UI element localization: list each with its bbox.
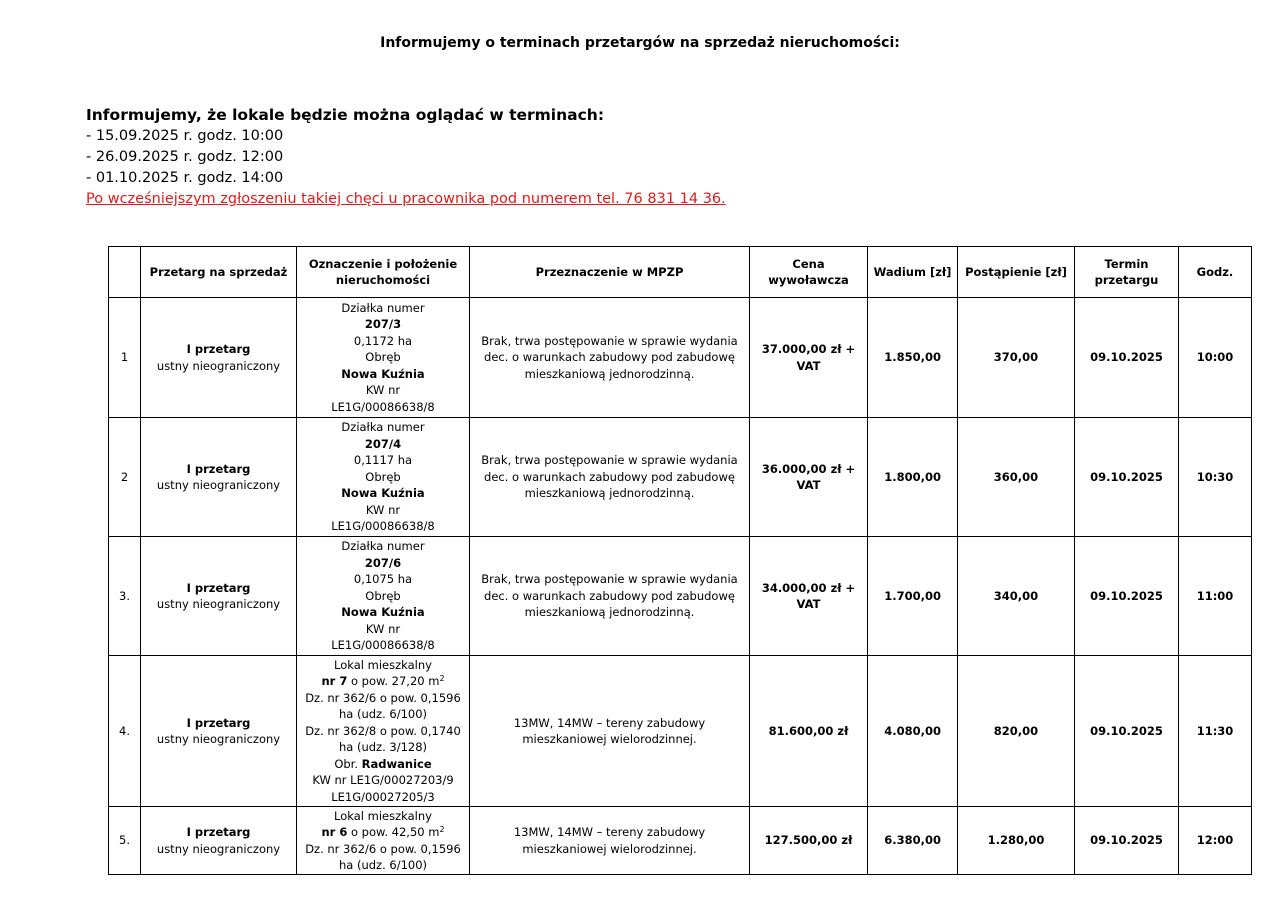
- precinct-line: [300, 756, 466, 773]
- auction-title: I przetarg: [186, 461, 251, 476]
- property-cell: [297, 537, 470, 656]
- unit-number: nr 6: [321, 825, 348, 839]
- unit-area: o pow. 27,20 m: [347, 674, 440, 689]
- plot-number: 207/4: [364, 436, 402, 451]
- auction-title: I przetarg: [186, 342, 251, 356]
- table-row: [109, 418, 1252, 537]
- auction-date: 09.10.2025: [1075, 537, 1179, 656]
- bid-increment: 360,00: [958, 418, 1075, 537]
- row-number: 5.: [109, 807, 141, 875]
- auction-title: I przetarg: [186, 825, 251, 839]
- starting-price: 81.600,00 zł: [750, 656, 868, 807]
- zoning-cell: Brak, trwa postępowanie w sprawie wydania dec. o warunkach zabudowy pod zabudowę mieszkaniową jednorodzinną.: [470, 418, 750, 537]
- auction-kind: ustny nieograniczony: [156, 841, 281, 856]
- property-cell: [297, 807, 470, 875]
- bid-increment: 370,00: [958, 298, 1075, 418]
- auction-date: 09.10.2025: [1075, 418, 1179, 537]
- header-postapienie: Postąpienie [zł]: [958, 247, 1075, 298]
- auction-date: 09.10.2025: [1075, 298, 1179, 418]
- zoning-cell: 13MW, 14MW – tereny zabudowy mieszkaniowej wielorodzinnej.: [470, 656, 750, 807]
- zoning-cell: Brak, trwa postępowanie w sprawie wydania dec. o warunkach zabudowy pod zabudowę mieszkaniową jednorodzinną.: [470, 298, 750, 418]
- deposit: 6.380,00: [868, 807, 958, 875]
- unit-label: Lokal mieszkalny: [334, 808, 432, 823]
- header-mpzp: Przeznaczenie w MPZP: [470, 247, 750, 298]
- auction-time: 12:00: [1179, 807, 1252, 875]
- bid-increment: 1.280,00: [958, 807, 1075, 875]
- plot-label: Działka numer: [341, 420, 425, 435]
- starting-price: 127.500,00 zł: [750, 807, 868, 875]
- unit-label: Lokal mieszkalny: [334, 657, 432, 672]
- auction-type-cell: [141, 807, 297, 875]
- starting-price: 36.000,00 zł + VAT: [750, 418, 868, 537]
- auction-type-cell: [141, 298, 297, 418]
- unit-number: nr 7: [321, 674, 348, 689]
- plot-number: 207/6: [364, 555, 402, 570]
- page-title: Informujemy o terminach przetargów na sprzedaż nieruchomości:: [380, 35, 900, 51]
- precinct-name: Radwanice: [361, 756, 432, 771]
- deposit: 1.850,00: [868, 298, 958, 418]
- bid-increment: 820,00: [958, 656, 1075, 807]
- auction-kind: ustny nieograniczony: [156, 478, 281, 492]
- zoning-cell: 13MW, 14MW – tereny zabudowy mieszkaniowej wielorodzinnej.: [470, 807, 750, 875]
- starting-price: 34.000,00 zł + VAT: [750, 537, 868, 656]
- property-cell: [297, 418, 470, 537]
- header-cena: Cena wywoławcza: [750, 247, 868, 298]
- land-register-number: LE1G/00086638/8: [331, 399, 435, 414]
- plot-share: Dz. nr 362/6 o pow. 0,1596: [305, 841, 461, 856]
- precinct-name: Nowa Kuźnia: [341, 366, 425, 381]
- table-row: [109, 656, 1252, 807]
- header-przetarg: Przetarg na sprzedaż: [141, 247, 297, 298]
- auction-time: 11:30: [1179, 656, 1252, 807]
- auction-kind: ustny nieograniczony: [156, 597, 281, 611]
- deposit: 4.080,00: [868, 656, 958, 807]
- contact-note: Po wcześniejszym zgłoszeniu takiej chęci u pracownika pod numerem tel. 76 831 14 36.: [86, 191, 726, 207]
- precinct-label: Obręb: [365, 588, 401, 603]
- plot-area: 0,1117 ha: [353, 453, 413, 468]
- auction-time: 11:00: [1179, 537, 1252, 656]
- auction-time: 10:30: [1179, 418, 1252, 537]
- precinct-label: Obręb: [365, 350, 401, 365]
- row-number: 1: [109, 298, 141, 418]
- land-register-number: LE1G/00086638/8: [331, 638, 435, 653]
- header-oznaczenie: Oznaczenie i położenie nieruchomości: [297, 247, 470, 298]
- table-row: [109, 807, 1252, 875]
- plot-area: 0,1075 ha: [353, 572, 413, 587]
- deposit: 1.800,00: [868, 418, 958, 537]
- precinct-name: Nowa Kuźnia: [341, 486, 425, 501]
- auction-type-cell: [141, 656, 297, 807]
- auction-date: 09.10.2025: [1075, 656, 1179, 807]
- land-register-label: KW nr: [365, 502, 401, 517]
- auction-type-cell: [141, 537, 297, 656]
- row-number: 2: [109, 418, 141, 537]
- table-row: [109, 537, 1252, 656]
- plot-area: 0,1172 ha: [353, 333, 413, 348]
- unit-area-sup: 2: [439, 674, 445, 684]
- plot-share: ha (udz. 6/100): [338, 858, 428, 872]
- land-register-number: LE1G/00027205/3: [331, 789, 435, 804]
- land-register-label: KW nr: [365, 621, 401, 636]
- land-register-number: KW nr LE1G/00027203/9: [312, 773, 454, 788]
- plot-label: Działka numer: [341, 300, 425, 315]
- viewing-heading: Informujemy, że lokale będzie można oglądać w terminach:: [86, 106, 605, 124]
- plot-share: Dz. nr 362/8 o pow. 0,1740: [305, 723, 461, 738]
- unit-number-line: [300, 824, 466, 841]
- bid-increment: 340,00: [958, 537, 1075, 656]
- property-cell: [297, 298, 470, 418]
- auction-title: I przetarg: [186, 715, 251, 730]
- plot-share: Dz. nr 362/6 o pow. 0,1596: [305, 690, 461, 705]
- plot-share: ha (udz. 3/128): [338, 740, 428, 755]
- zoning-cell: Brak, trwa postępowanie w sprawie wydania dec. o warunkach zabudowy pod zabudowę mieszkaniową jednorodzinną.: [470, 537, 750, 656]
- table-header-row: [109, 247, 1252, 298]
- unit-area-sup: 2: [439, 825, 445, 834]
- unit-number-line: [300, 673, 466, 690]
- precinct-label: Obr.: [334, 756, 362, 771]
- plot-share: ha (udz. 6/100): [338, 707, 428, 722]
- unit-area: o pow. 42,50 m: [347, 825, 440, 839]
- land-register-number: LE1G/00086638/8: [331, 519, 435, 534]
- auction-kind: ustny nieograniczony: [156, 732, 281, 746]
- viewing-date: - 15.09.2025 r. godz. 10:00: [86, 128, 284, 144]
- auction-table: [108, 246, 1252, 875]
- viewing-info: [86, 105, 726, 210]
- header-wadium: Wadium [zł]: [868, 247, 958, 298]
- auction-kind: ustny nieograniczony: [156, 358, 281, 373]
- header-godz: Godz.: [1179, 247, 1252, 298]
- land-register-label: KW nr: [365, 383, 401, 398]
- header-lp: [109, 247, 141, 298]
- row-number: 4.: [109, 656, 141, 807]
- auction-time: 10:00: [1179, 298, 1252, 418]
- viewing-date: - 01.10.2025 r. godz. 14:00: [86, 170, 284, 186]
- row-number: 3.: [109, 537, 141, 656]
- precinct-label: Obręb: [365, 469, 401, 484]
- precinct-name: Nowa Kuźnia: [341, 605, 425, 620]
- table-row: [109, 298, 1252, 418]
- plot-label: Działka numer: [341, 539, 425, 554]
- starting-price: 37.000,00 zł + VAT: [750, 298, 868, 418]
- plot-number: 207/3: [364, 317, 402, 332]
- auction-type-cell: [141, 418, 297, 537]
- deposit: 1.700,00: [868, 537, 958, 656]
- property-cell: [297, 656, 470, 807]
- viewing-date: - 26.09.2025 r. godz. 12:00: [86, 149, 284, 165]
- auction-date: 09.10.2025: [1075, 807, 1179, 875]
- auction-title: I przetarg: [186, 580, 251, 595]
- header-termin: Termin przetargu: [1075, 247, 1179, 298]
